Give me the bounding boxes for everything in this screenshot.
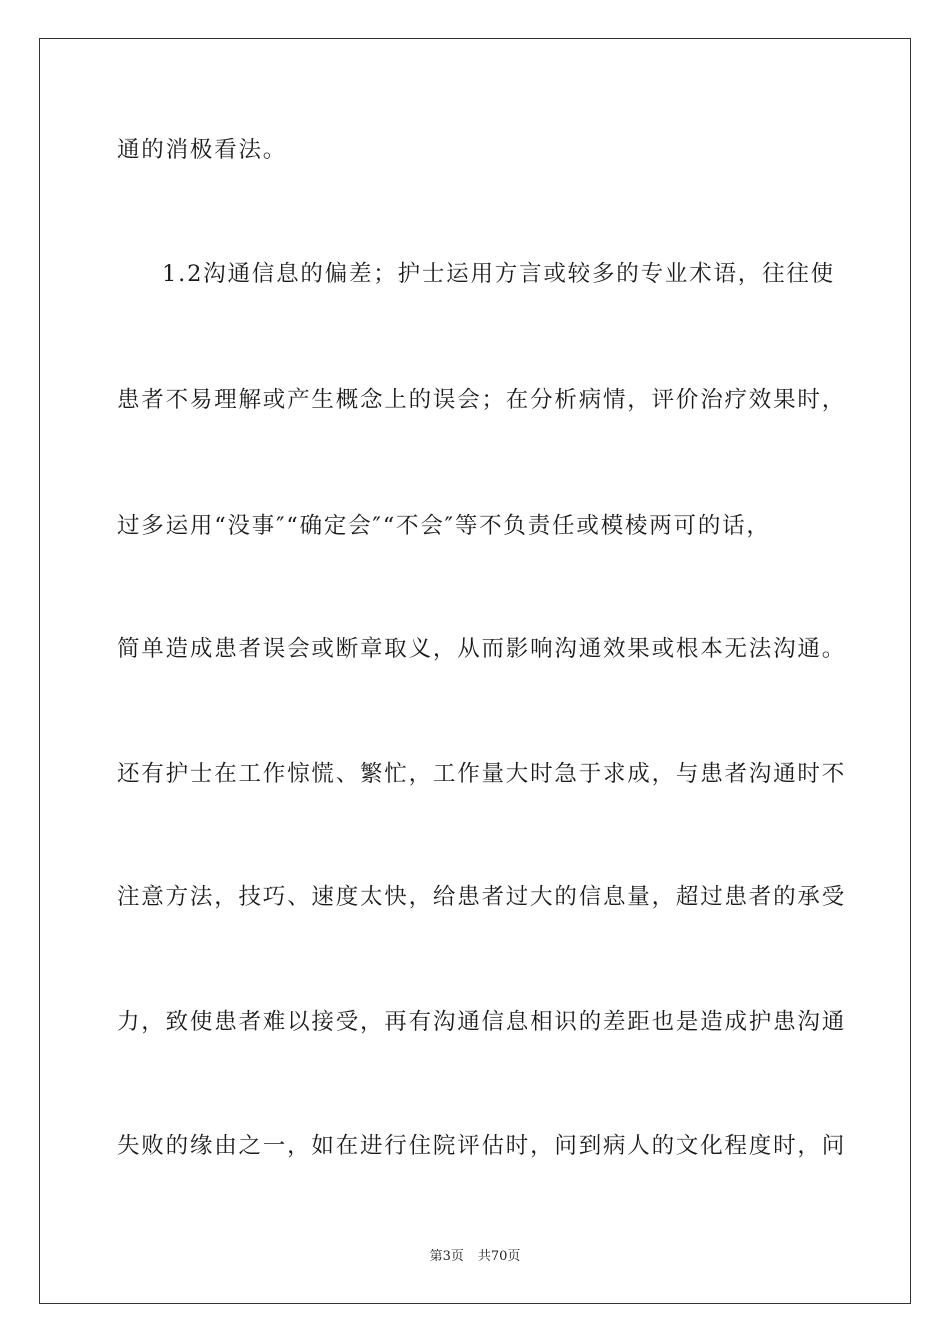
- text-line-7: 注意方法，技巧、速度太快，给患者过大的信息量，超过患者的承受: [117, 884, 847, 910]
- page-number: 第3页: [429, 1249, 464, 1264]
- text-line-9: 失败的缘由之一，如在进行住院评估时，问到病人的文化程度时，问: [117, 1133, 847, 1159]
- text-line-6: 还有护士在工作惊慌、繁忙，工作量大时急于求成，与患者沟通时不: [117, 761, 847, 787]
- text-line-1: 通的消极看法。: [117, 137, 288, 163]
- text-line-8: 力，致使患者难以接受，再有沟通信息相识的差距也是造成护患沟通: [117, 1009, 847, 1035]
- text-line-3: 患者不易理解或产生概念上的误会；在分析病情，评价治疗效果时，: [117, 387, 847, 413]
- text-line-4: 过多运用“没事″“确定会″“不会″等不负责任或模棱两可的话，: [117, 513, 771, 539]
- text-line-2: 1.2沟通信息的偏差；护士运用方言或较多的专业术语，往往使: [162, 261, 835, 287]
- page-total: 共70页: [477, 1249, 521, 1264]
- text-line-5: 简单造成患者误会或断章取义，从而影响沟通效果或根本无法沟通。: [117, 636, 847, 662]
- page-border: [39, 38, 911, 1304]
- page-footer: [0, 1245, 950, 1264]
